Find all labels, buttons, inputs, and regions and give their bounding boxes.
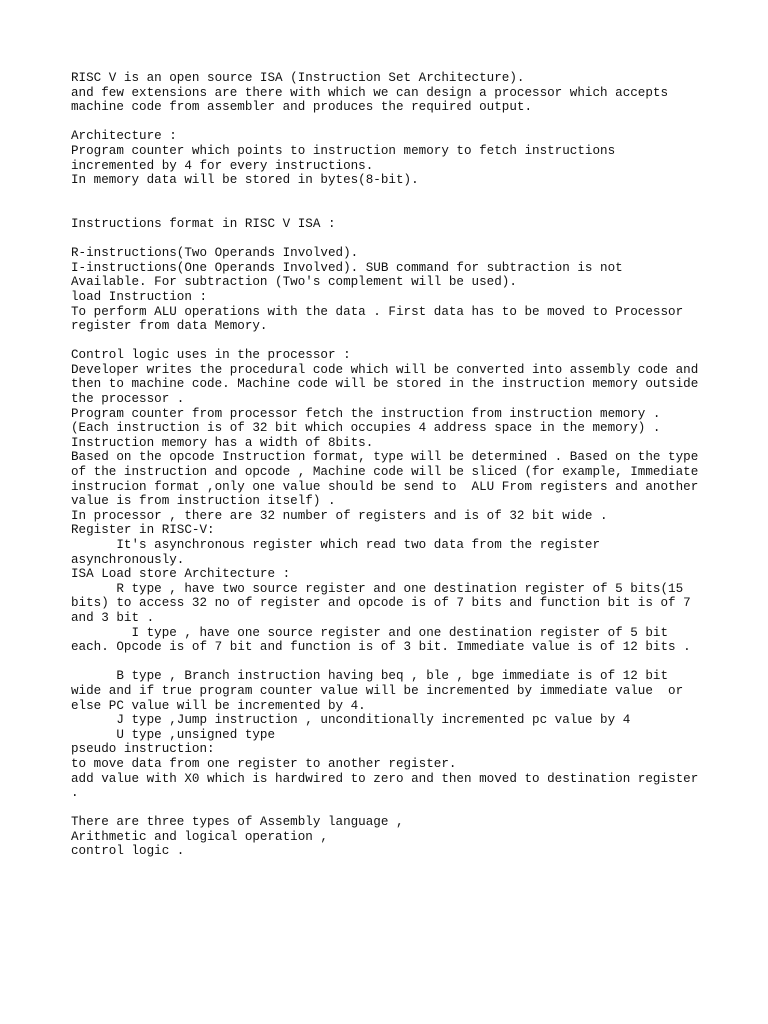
document-page xyxy=(71,71,731,859)
text-line: and few extensions are there with which we can design a processor which accepts xyxy=(71,85,669,100)
section-heading-load-store: ISA Load store Architecture : xyxy=(71,567,291,582)
text-line: In memory data will be stored in bytes(8-bit). xyxy=(71,173,419,188)
text-line: Developer writes the procedural code which will be converted into assembly code and xyxy=(71,362,699,377)
text-line: incremented by 4 for every instructions. xyxy=(71,158,374,173)
text-line: To perform ALU operations with the data . First data has to be moved to Processor xyxy=(71,304,684,319)
text-line: Available. For subtraction (Two's complement will be used). xyxy=(71,275,517,290)
section-heading-pseudo-instruction: pseudo instruction: xyxy=(71,742,215,757)
text-line: then to machine code. Machine code will be stored in the instruction memory outside xyxy=(71,377,699,392)
text-line: R type , have two source register and one destination register of 5 bits(15 xyxy=(71,581,684,596)
text-line: instrucion format ,only one value should be send to ALU From registers and another xyxy=(71,479,699,494)
text-line: (Each instruction is of 32 bit which occupies 4 address space in the memory) . xyxy=(71,421,661,436)
text-line: control logic . xyxy=(71,844,185,859)
text-line: There are three types of Assembly language , xyxy=(71,815,404,830)
text-line: wide and if true program counter value will be incremented by immediate value or xyxy=(71,683,684,698)
text-line: Register in RISC-V: xyxy=(71,523,215,538)
text-line: machine code from assembler and produces the required output. xyxy=(71,100,533,115)
text-line: each. Opcode is of 7 bit and function is of 3 bit. Immediate value is of 12 bits . xyxy=(71,640,691,655)
text-line: B type , Branch instruction having beq , ble , bge immediate is of 12 bit xyxy=(71,669,669,684)
text-line xyxy=(71,202,731,217)
text-line: Instruction memory has a width of 8bits. xyxy=(71,435,374,450)
text-line xyxy=(71,801,731,816)
text-line: and 3 bit . xyxy=(71,610,155,625)
text-line: Based on the opcode Instruction format, type will be determined . Based on the type xyxy=(71,450,699,465)
text-line xyxy=(71,232,731,247)
text-line xyxy=(71,188,731,203)
section-heading-control-logic: Control logic uses in the processor : xyxy=(71,348,351,363)
text-line: value is from instruction itself) . xyxy=(71,494,336,509)
text-line: Program counter from processor fetch the instruction from instruction memory . xyxy=(71,406,661,421)
text-line: add value with X0 which is hardwired to zero and then moved to destination register xyxy=(71,771,699,786)
text-line: RISC V is an open source ISA (Instruction Set Architecture). xyxy=(71,71,525,85)
text-line: . xyxy=(71,786,79,801)
text-line xyxy=(71,334,731,349)
text-line: I type , have one source register and one destination register of 5 bit xyxy=(71,625,669,640)
text-line: J type ,Jump instruction , unconditionally incremented pc value by 4 xyxy=(71,713,631,728)
text-line xyxy=(71,115,731,130)
text-line: else PC value will be incremented by 4. xyxy=(71,698,366,713)
text-line: to move data from one register to another register. xyxy=(71,756,457,771)
text-line: register from data Memory. xyxy=(71,319,268,334)
section-heading-instruction-format: Instructions format in RISC V ISA : xyxy=(71,216,336,231)
text-line: asynchronously. xyxy=(71,552,185,567)
text-line: It's asynchronous register which read two data from the register xyxy=(71,538,601,552)
text-line: bits) to access 32 no of register and opcode is of 7 bits and function bit is of 7 xyxy=(71,596,691,611)
text-line: I-instructions(One Operands Involved). SUB command for subtraction is not xyxy=(71,260,623,275)
section-heading-architecture: Architecture : xyxy=(71,129,177,144)
text-line: R-instructions(Two Operands Involved). xyxy=(71,246,359,261)
text-line: Program counter which points to instruction memory to fetch instructions xyxy=(71,143,616,158)
text-line: of the instruction and opcode , Machine code will be sliced (for example, Immediate xyxy=(71,465,699,480)
text-line xyxy=(71,655,731,670)
text-line: load Instruction : xyxy=(71,289,208,304)
text-line: the processor . xyxy=(71,392,185,407)
text-line: U type ,unsigned type xyxy=(71,727,276,742)
text-line: Arithmetic and logical operation , xyxy=(71,829,328,844)
text-line: In processor , there are 32 number of registers and is of 32 bit wide . xyxy=(71,508,608,523)
